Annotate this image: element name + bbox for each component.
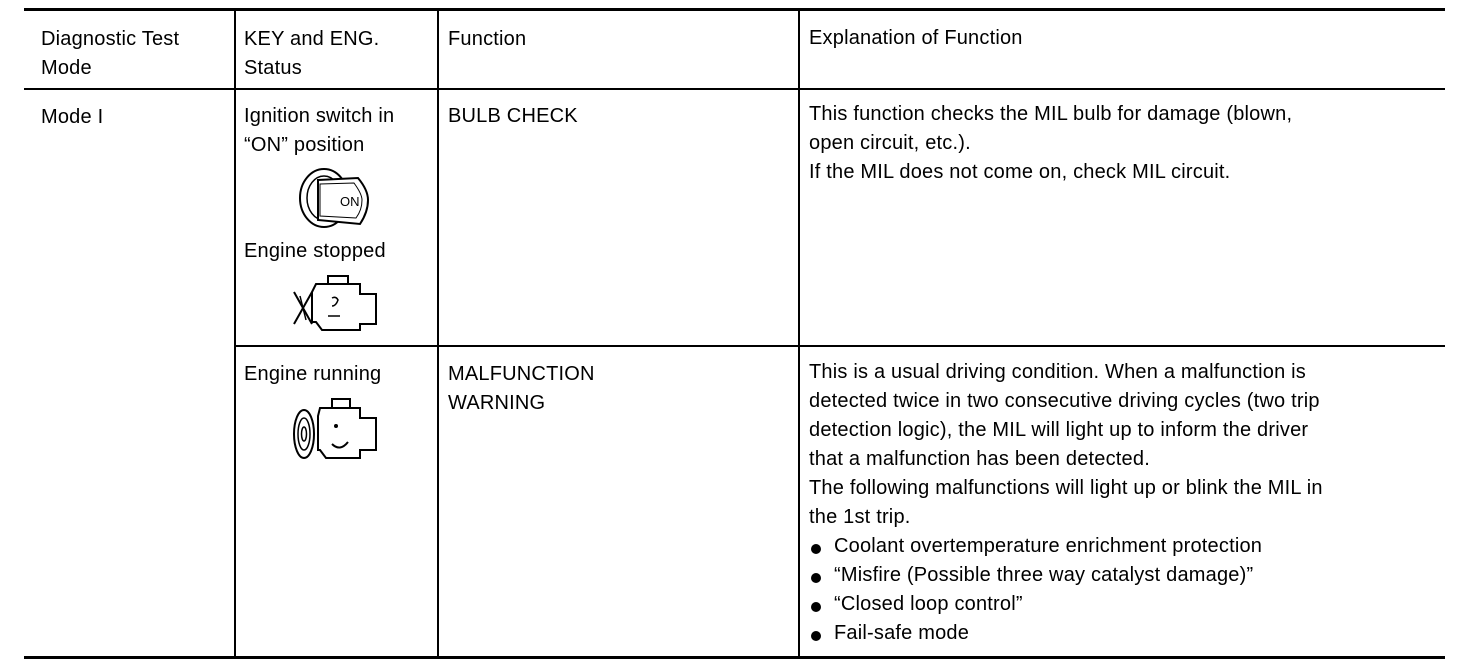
function-bulb-check: BULB CHECK: [448, 105, 578, 127]
explanation-malfunction-warning: This is a usual driving condition. When a malfunction is detected twice in two consecutive driving cycles (two trip detection logic), the MIL will light up to inform the driver that a malfunction has been detected. The following malfunctions will light up or blink the MIL in the 1st trip. Coolant overtemperature enrichment protection “Misfire (Possible three way catalyst damage)” “Closed loop control” Fail-safe mode: [809, 358, 1323, 648]
table-bottom-border: [24, 656, 1445, 659]
header-explanation: Explanation of Function: [809, 27, 1023, 49]
column-divider-2: [437, 8, 439, 658]
engine-stopped-icon: [290, 272, 382, 336]
column-divider-3: [798, 8, 800, 658]
header-diagnostic-test-mode: Diagnostic Test Mode: [41, 28, 180, 79]
row-divider: [235, 345, 1445, 347]
malfunction-list: [809, 532, 1323, 648]
list-item: “Misfire (Possible three way catalyst damage)”: [809, 561, 1323, 590]
mode-cell: Mode I: [41, 106, 104, 128]
status-engine-running: Engine running: [244, 363, 382, 385]
explanation-bulb-check: This function checks the MIL bulb for damage (blown, open circuit, etc.). If the MIL does not come on, check MIL circuit.: [809, 103, 1293, 183]
engine-running-icon: [290, 394, 382, 466]
table-top-border: [24, 8, 1445, 11]
list-item: Coolant overtemperature enrichment protection: [809, 532, 1323, 561]
status-ignition-on: Ignition switch in “ON” position: [244, 105, 395, 156]
column-divider-1: [234, 8, 236, 658]
header-function: Function: [448, 28, 527, 50]
header-divider: [24, 88, 1445, 90]
header-key-eng-status: KEY and ENG. Status: [244, 28, 380, 79]
function-malfunction-warning: MALFUNCTION WARNING: [448, 363, 595, 414]
diagnostic-mode-table: [24, 8, 1445, 659]
ignition-key-on-icon: [294, 166, 374, 234]
list-item: “Closed loop control”: [809, 590, 1323, 619]
status-engine-stopped: Engine stopped: [244, 240, 386, 262]
list-item: Fail-safe mode: [809, 619, 1323, 648]
svg-text:ON: ON: [340, 194, 360, 209]
